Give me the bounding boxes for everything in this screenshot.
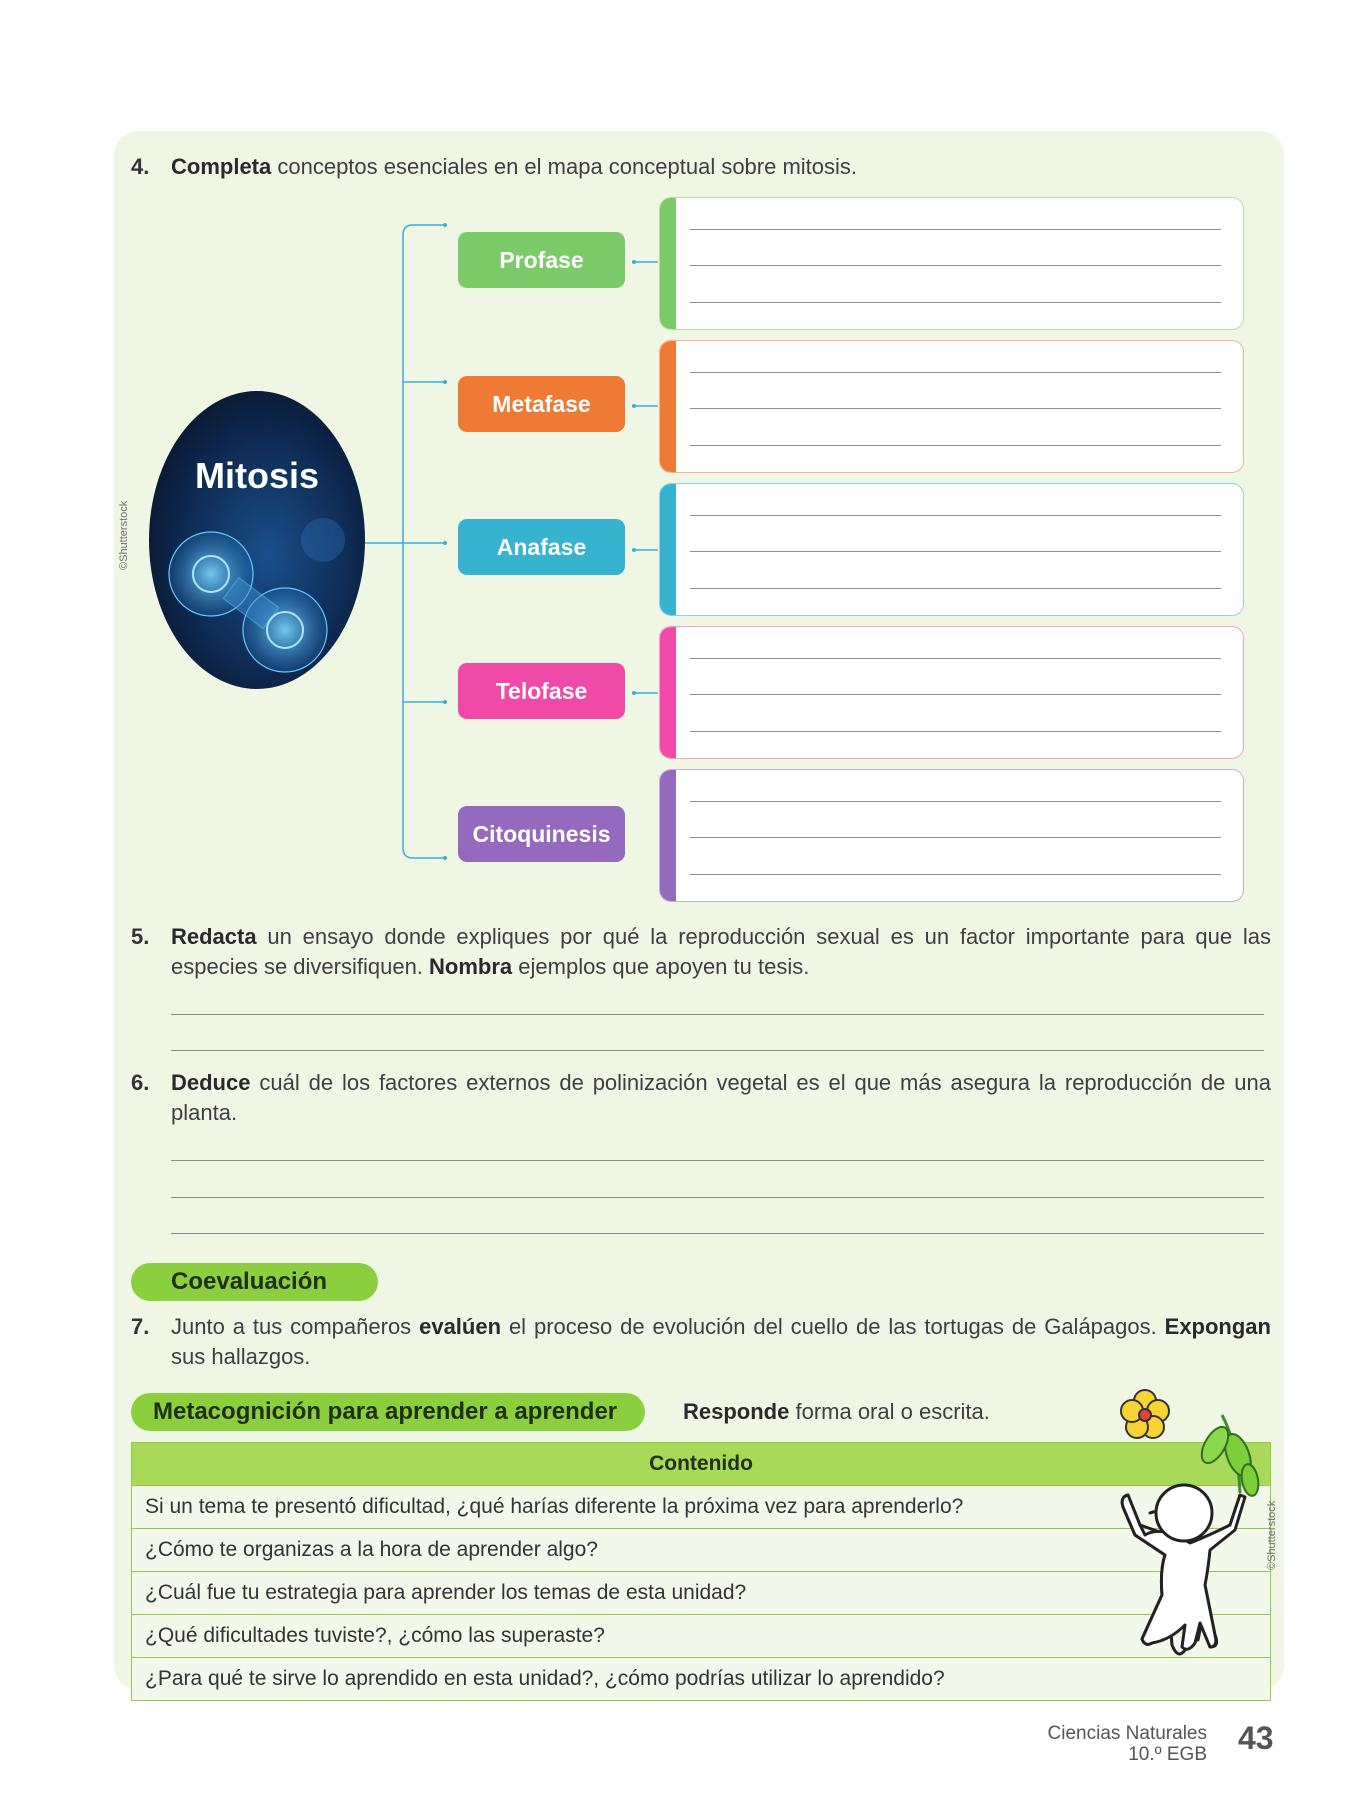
question-number: 5. bbox=[131, 924, 150, 949]
question-verb-2: Expongan bbox=[1164, 1314, 1271, 1339]
answer-line[interactable] bbox=[171, 1160, 1264, 1161]
table-row: ¿Cómo te organizas a la hora de aprender algo? bbox=[132, 1529, 1271, 1572]
table-row: Si un tema te presentó dificultad, ¿qué harías diferente la próxima vez para aprenderlo? bbox=[132, 1486, 1271, 1529]
question-5 bbox=[131, 922, 1271, 982]
question-text-2: ejemplos que apoyen tu tesis. bbox=[512, 954, 810, 979]
phase-telofase: Telofase bbox=[458, 663, 625, 719]
phase-profase: Profase bbox=[458, 232, 625, 288]
page-number: 43 bbox=[1238, 1720, 1274, 1756]
answer-line[interactable] bbox=[171, 1014, 1264, 1015]
question-text-3: sus hallazgos. bbox=[171, 1344, 311, 1369]
phase-citoquinesis: Citoquinesis bbox=[458, 806, 625, 862]
footer-subject bbox=[1048, 1723, 1207, 1765]
question-6 bbox=[131, 1068, 1271, 1128]
question-verb: Deduce bbox=[171, 1070, 251, 1095]
phase-anafase: Anafase bbox=[458, 519, 625, 575]
grade-level: 10.º EGB bbox=[1128, 1744, 1207, 1765]
phase-metafase: Metafase bbox=[458, 376, 625, 432]
table-header: Contenido bbox=[132, 1443, 1271, 1486]
question-text: cuál de los factores externos de polinización vegetal es el que más asegura la reproducción de una planta. bbox=[171, 1070, 1271, 1125]
answer-box-citoquinesis[interactable] bbox=[659, 769, 1244, 902]
answer-line[interactable] bbox=[171, 1233, 1264, 1234]
answer-box-telofase[interactable] bbox=[659, 626, 1244, 759]
illustration-credit: ©Shutterstock bbox=[1266, 1500, 1278, 1570]
question-verb: evalúen bbox=[419, 1314, 502, 1339]
mitosis-title: Mitosis bbox=[194, 455, 319, 496]
question-4 bbox=[131, 152, 1271, 182]
question-text: Junto a tus compañeros bbox=[171, 1314, 420, 1339]
coevaluacion-label: Coevaluación bbox=[131, 1263, 378, 1301]
subject-name: Ciencias Naturales bbox=[1047, 1723, 1207, 1744]
metacognicion-instruction bbox=[683, 1397, 990, 1427]
answer-box-profase[interactable] bbox=[659, 197, 1244, 330]
question-verb: Redacta bbox=[171, 924, 257, 949]
table-row: ¿Qué dificultades tuviste?, ¿cómo las superaste? bbox=[132, 1615, 1271, 1658]
question-number: 4. bbox=[131, 154, 150, 179]
answer-line[interactable] bbox=[171, 1050, 1264, 1051]
question-number: 6. bbox=[131, 1070, 150, 1095]
question-text: un ensayo donde expliques por qué la reproducción sexual es un factor importante para que las especies se diversifiquen. bbox=[171, 924, 1271, 979]
mitosis-image bbox=[148, 390, 366, 690]
question-text-2: el proceso de evolución del cuello de las tortugas de Galápagos. bbox=[501, 1314, 1165, 1339]
answer-box-anafase[interactable] bbox=[659, 483, 1244, 616]
question-text: conceptos esenciales en el mapa conceptual sobre mitosis. bbox=[271, 154, 858, 179]
child-with-flower-illustration bbox=[1090, 1385, 1260, 1685]
question-number: 7. bbox=[131, 1314, 150, 1339]
answer-line[interactable] bbox=[171, 1197, 1264, 1198]
metacognicion-label: Metacognición para aprender a aprender bbox=[131, 1393, 645, 1431]
question-7 bbox=[131, 1312, 1271, 1372]
table-row: ¿Cuál fue tu estrategia para aprender los temas de esta unidad? bbox=[132, 1572, 1271, 1615]
answer-box-metafase[interactable] bbox=[659, 340, 1244, 473]
instruction-verb: Responde bbox=[683, 1399, 790, 1424]
question-verb: Completa bbox=[171, 154, 272, 179]
table-row: ¿Para qué te sirve lo aprendido en esta unidad?, ¿cómo podrías utilizar lo aprendido? bbox=[132, 1658, 1271, 1701]
photo-credit: ©Shutterstock bbox=[118, 500, 130, 570]
question-verb-2: Nombra bbox=[429, 954, 513, 979]
instruction-text: forma oral o escrita. bbox=[789, 1399, 990, 1424]
